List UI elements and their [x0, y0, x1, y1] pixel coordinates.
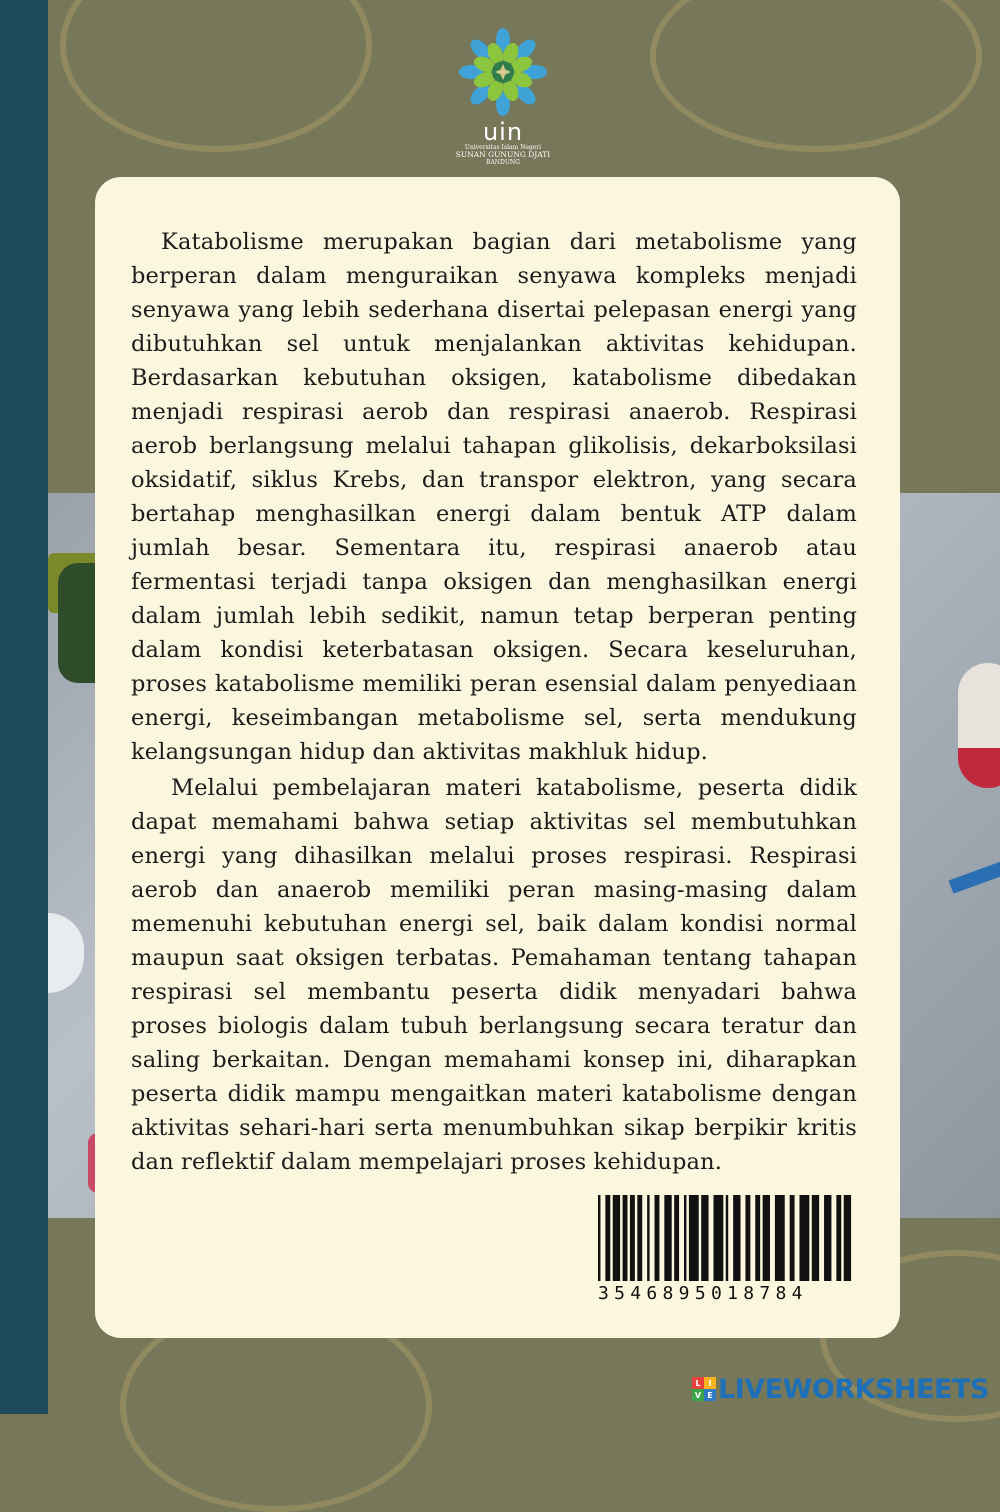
barcode-bar [623, 1195, 628, 1281]
barcode-bar [812, 1195, 819, 1281]
lw-icon-letter: E [704, 1389, 716, 1401]
barcode-bars [598, 1195, 856, 1281]
description-card [95, 177, 900, 1338]
barcode-bar [655, 1195, 660, 1281]
barcode-bar [844, 1195, 851, 1281]
barcode-bar [755, 1195, 760, 1281]
barcode [598, 1195, 856, 1307]
flower-emblem-icon [457, 26, 549, 118]
barcode-bar [836, 1195, 841, 1281]
barcode-bar [763, 1195, 770, 1281]
barcode-bar [713, 1195, 723, 1281]
barcode-bar [598, 1195, 600, 1281]
liveworksheets-icon [692, 1377, 716, 1401]
logo-wordmark: uin [482, 118, 524, 146]
barcode-bar [613, 1195, 620, 1281]
barcode-bar [745, 1195, 750, 1281]
paragraph-2: Melalui pembelajaran materi katabolisme, peserta didik dapat memahami bahwa setiap aktivitas sel membutuhkan energi yang dihasilkan melalui proses respirasi. Respirasi aerob dan anaerob memiliki peran masing-masing dalam memenuhi kebutuhan energi sel, baik dalam kondisi normal maupun saat oksigen terbatas. Pemahaman tentang tahapan respirasi sel membantu peserta didik menyadari bahwa proses biologis dalam tubuh berlangsung secara teratur dan saling berkaitan. Dengan memahami konsep ini, diharapkan peserta didik mampu mengaitkan materi katabolisme dengan aktivitas sehari-hari serta menumbuhkan sikap berpikir kritis dan reflektif dalam mempelajari proses kehidupan. [131, 775, 857, 1175]
description-text [131, 225, 857, 1179]
book-spine [0, 0, 48, 1414]
logo-line-3: BANDUNG [486, 159, 520, 166]
liveworksheets-wordmark: LIVEWORKSHEETS [718, 1373, 989, 1405]
barcode-bar [637, 1195, 642, 1281]
lw-icon-letter: I [704, 1377, 716, 1389]
barcode-bar [799, 1195, 809, 1281]
decorative-vein [650, 0, 982, 152]
barcode-bar [733, 1195, 740, 1281]
university-logo [448, 26, 558, 176]
capsule-pill-top [958, 663, 1000, 753]
barcode-bar [605, 1195, 610, 1281]
barcode-bar [824, 1195, 831, 1281]
barcode-bar [630, 1195, 635, 1281]
syringe-needle [949, 846, 1000, 893]
lw-icon-letter: L [692, 1377, 704, 1389]
barcode-number: 3546895018784 [598, 1283, 808, 1304]
barcode-bar [674, 1195, 679, 1281]
barcode-bar [701, 1195, 708, 1281]
logo-line-2: SUNAN GUNUNG DJATI [455, 150, 551, 159]
petri-dish [48, 913, 84, 993]
barcode-bar [726, 1195, 728, 1281]
barcode-bar [647, 1195, 649, 1281]
liveworksheets-brand [692, 1372, 989, 1406]
lw-icon-letter: V [692, 1389, 704, 1401]
capsule-pill-bottom [958, 748, 1000, 788]
barcode-bar [664, 1195, 671, 1281]
barcode-bar [790, 1195, 795, 1281]
barcode-bar [689, 1195, 699, 1281]
paragraph-1: Katabolisme merupakan bagian dari metabolisme yang berperan dalam menguraikan senyawa kompleks menjadi senyawa yang lebih sederhana disertai pelepasan energi yang dibutuhkan sel untuk menjalankan aktivitas kehidupan. Berdasarkan kebutuhan oksigen, katabolisme dibedakan menjadi respirasi aerob dan respirasi anaerob. Respirasi aerob berlangsung melalui tahapan glikolisis, dekarboksilasi oksidatif, siklus Krebs, dan transpor elektron, yang secara bertahap menghasilkan energi dalam bentuk ATP dalam jumlah besar. Sementara itu, respirasi anaerob atau fermentasi terjadi tanpa oksigen dan menghasilkan energi dalam jumlah lebih sedikit, namun tetap berperan penting dalam kondisi keterbatasan oksigen. Secara keseluruhan, proses katabolisme memiliki peran esensial dalam penyediaan energi, keseimbangan metabolisme sel, serta mendukung kelangsungan hidup dan aktivitas makhluk hidup. [131, 229, 857, 765]
decorative-vein [60, 0, 372, 152]
logo-line-1: Universitas Islam Negeri [464, 144, 542, 151]
barcode-bar [684, 1195, 686, 1281]
barcode-bar [775, 1195, 785, 1281]
